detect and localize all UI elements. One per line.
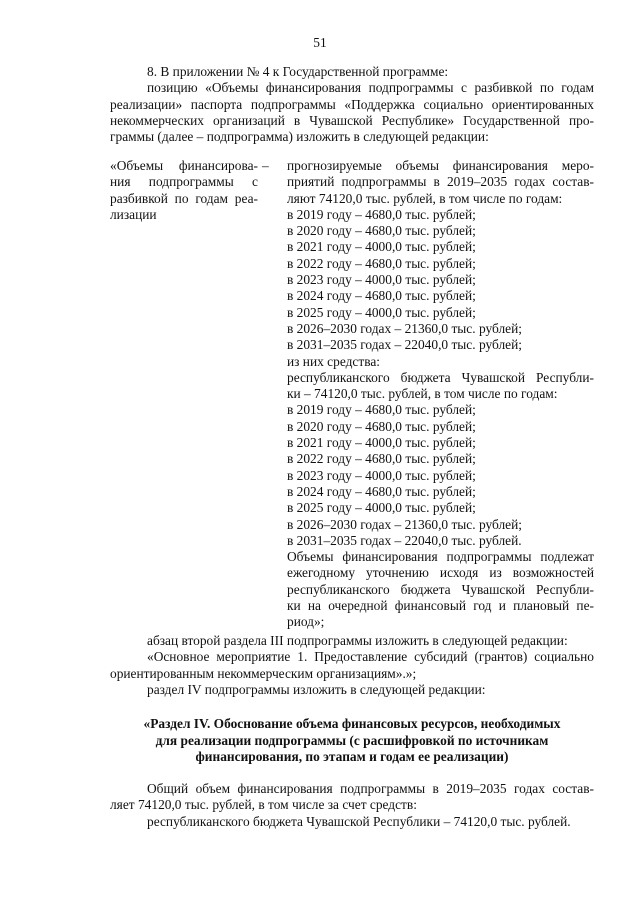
year-budget-line: в 2026–2030 годах – 21360,0 тыс. рублей; [287,516,522,532]
final-section [110,781,594,830]
year-budget-line: в 2021 году – 4000,0 тыс. рублей; [287,435,476,451]
left-line: «Объемы финансирова- [110,158,258,173]
year-total-line: в 2020 году – 4680,0 тыс. рублей; [287,223,476,239]
year-total-line: в 2031–2035 годах – 22040,0 тыс. рублей; [287,337,522,353]
left-line: ния подпрограммы с [110,174,258,190]
right-head-line: ляют 74120,0 тыс. рублей, в том числе по годам: [287,190,563,206]
budget-line: республиканского бюджета Чувашской Республи- [287,369,594,385]
year-budget-line: в 2024 году – 4680,0 тыс. рублей; [287,483,476,499]
intro-line: некоммерческих организаций в Чувашской Республике» Государственной про- [110,112,594,128]
year-total-line: в 2025 году – 4000,0 тыс. рублей; [287,304,476,320]
intro-line: граммы (далее – подпрограмма) изложить в следующей редакции: [110,129,489,145]
intro-item: 8. В приложении № 4 к Государственной программе: [147,64,449,79]
final-line: ляет 74120,0 тыс. рублей, в том числе за счет средств: [110,797,417,813]
heading-line: для реализации подпрограммы (с расшифровкой по источникам [155,732,549,748]
note-line: Объемы финансирования подпрограммы подлежат [287,549,594,565]
table-dash: – [262,158,269,173]
from-them-line: из них средства: [287,353,381,369]
year-budget-line: в 2022 году – 4680,0 тыс. рублей; [287,451,476,467]
right-head-line: прогнозируемые объемы финансирования меро- [287,158,594,173]
year-budget-line: в 2031–2035 годах – 22040,0 тыс. рублей. [287,532,522,548]
year-total-line: в 2022 году – 4680,0 тыс. рублей; [287,255,476,271]
after-paragraph: абзац второй раздела III подпрограммы изложить в следующей редакции: [147,633,568,648]
year-budget-line: в 2023 году – 4000,0 тыс. рублей; [287,467,476,483]
budget-line: ки – 74120,0 тыс. рублей, в том числе по годам: [287,386,558,402]
left-line: лизации [110,206,157,222]
intro-line: позицию «Объемы финансирования подпрограммы с разбивкой по годам [147,80,594,96]
intro-section [110,64,594,145]
after-section [110,633,594,698]
page-number: 51 [313,35,327,50]
year-total-line: в 2024 году – 4680,0 тыс. рублей; [287,288,476,304]
right-head-line: приятий подпрограммы в 2019–2035 годах состав- [287,174,594,190]
after-paragraph: ориентированным некоммерческим организациям».»; [110,665,417,681]
after-paragraph: раздел IV подпрограммы изложить в следующей редакции: [147,681,486,697]
year-budget-line: в 2020 году – 4680,0 тыс. рублей; [287,418,476,434]
section-heading [110,716,594,766]
year-total-line: в 2021 году – 4000,0 тыс. рублей; [287,239,476,255]
after-paragraph: «Основное мероприятие 1. Предоставление субсидий (грантов) социально [147,649,594,665]
final-line: Общий объем финансирования подпрограммы в 2019–2035 годах состав- [147,781,594,796]
year-total-line: в 2023 году – 4000,0 тыс. рублей; [287,272,476,288]
note-line: республиканского бюджета Чувашской Республи- [287,581,594,597]
final-line: республиканского бюджета Чувашской Республики – 74120,0 тыс. рублей. [147,813,571,829]
year-budget-line: в 2019 году – 4680,0 тыс. рублей; [287,402,476,418]
heading-line: финансирования, по этапам и годам ее реализации) [195,749,509,764]
table-right-cell [287,158,594,631]
note-line: риод»; [287,614,325,630]
left-line: разбивкой по годам реа- [110,190,258,206]
table-left-cell [110,158,258,223]
note-line: ежегодному уточнению исходя из возможностей [287,565,594,581]
year-total-line: в 2026–2030 годах – 21360,0 тыс. рублей; [287,320,522,336]
year-budget-line: в 2025 году – 4000,0 тыс. рублей; [287,500,476,516]
heading-line: «Раздел IV. Обоснование объема финансовых ресурсов, необходимых [143,716,561,731]
note-line: ки на очередной финансовый год и плановый пе- [287,598,594,614]
intro-line: реализации» паспорта подпрограммы «Поддержка социально ориентированных [110,96,594,112]
year-total-line: в 2019 году – 4680,0 тыс. рублей; [287,206,476,222]
